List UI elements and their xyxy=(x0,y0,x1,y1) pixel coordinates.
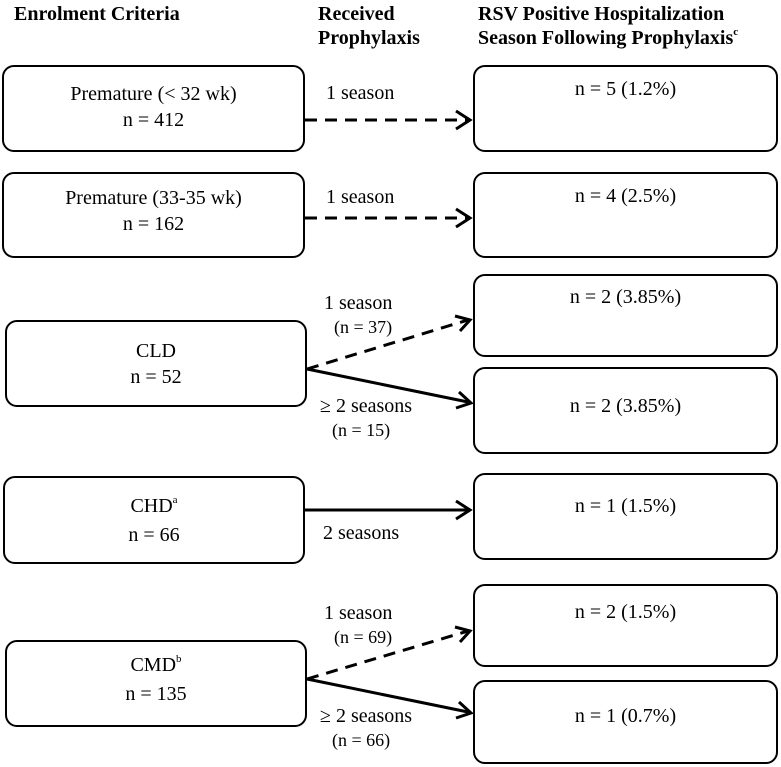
group-name xyxy=(7,652,305,681)
box-cmd xyxy=(5,640,307,727)
footnote-a: a xyxy=(172,494,178,506)
header-rsv-line2-text: Season Following Prophylaxis xyxy=(478,27,734,49)
outcome-chd: n = 1 (1.5%) xyxy=(473,473,778,560)
label-cmd-2-seasons: ≥ 2 seasons xyxy=(320,705,413,727)
outcome-premature-33-35: n = 4 (2.5%) xyxy=(473,172,778,258)
box-chd xyxy=(3,476,305,564)
arrowhead-premature-32 xyxy=(456,111,470,129)
group-name: Premature (< 32 wk) xyxy=(70,83,237,105)
group-name xyxy=(5,493,303,522)
label-premature-32-season: 1 season xyxy=(326,82,395,104)
label-premature-33-35-season: 1 season xyxy=(326,186,395,208)
box-cld xyxy=(5,320,307,407)
group-name: CLD xyxy=(136,340,176,362)
label-cmd-1-season: 1 season xyxy=(324,602,393,624)
outcome-cmd-2-seasons: n = 1 (0.7%) xyxy=(473,680,778,764)
box-premature-32 xyxy=(2,65,305,152)
group-n: n = 135 xyxy=(125,683,187,705)
header-rsv-line1: RSV Positive Hospitalization xyxy=(478,3,725,25)
group-n: n = 52 xyxy=(130,366,182,388)
label-cld-2-seasons-n: (n = 15) xyxy=(332,420,391,440)
group-name: Premature (33-35 wk) xyxy=(65,187,242,209)
header-received-line2: Prophylaxis xyxy=(318,27,420,49)
box-premature-33-35 xyxy=(2,172,305,258)
outcome-cld-1-season: n = 2 (3.85%) xyxy=(473,274,778,357)
group-n: n = 162 xyxy=(122,213,185,235)
arrowhead-premature-33-35 xyxy=(456,209,470,227)
outcome-premature-32: n = 5 (1.2%) xyxy=(473,65,778,152)
label-cmd-2-seasons-n: (n = 66) xyxy=(332,730,391,750)
header-rsv-footnote-c: c xyxy=(733,26,739,38)
label-chd-2-seasons: 2 seasons xyxy=(323,522,400,544)
arrowhead-cld-1-season xyxy=(455,316,470,331)
header-received-line1: Received xyxy=(318,3,395,25)
group-n: n = 412 xyxy=(122,109,185,131)
group-name-text: CHD xyxy=(130,495,173,517)
group-name-text: CMD xyxy=(130,654,177,676)
footnote-b: b xyxy=(176,653,182,665)
label-cld-1-season-n: (n = 37) xyxy=(334,317,393,337)
label-cld-1-season: 1 season xyxy=(324,292,393,314)
group-n: n = 66 xyxy=(128,524,180,546)
outcome-cmd-1-season: n = 2 (1.5%) xyxy=(473,584,778,667)
arrowhead-cmd-1-season xyxy=(455,627,470,642)
header-enrolment-criteria: Enrolment Criteria xyxy=(14,3,180,25)
outcome-cld-2-seasons: n = 2 (3.85%) xyxy=(473,367,778,454)
label-cmd-1-season-n: (n = 69) xyxy=(334,627,393,647)
label-cld-2-seasons: ≥ 2 seasons xyxy=(320,395,413,417)
